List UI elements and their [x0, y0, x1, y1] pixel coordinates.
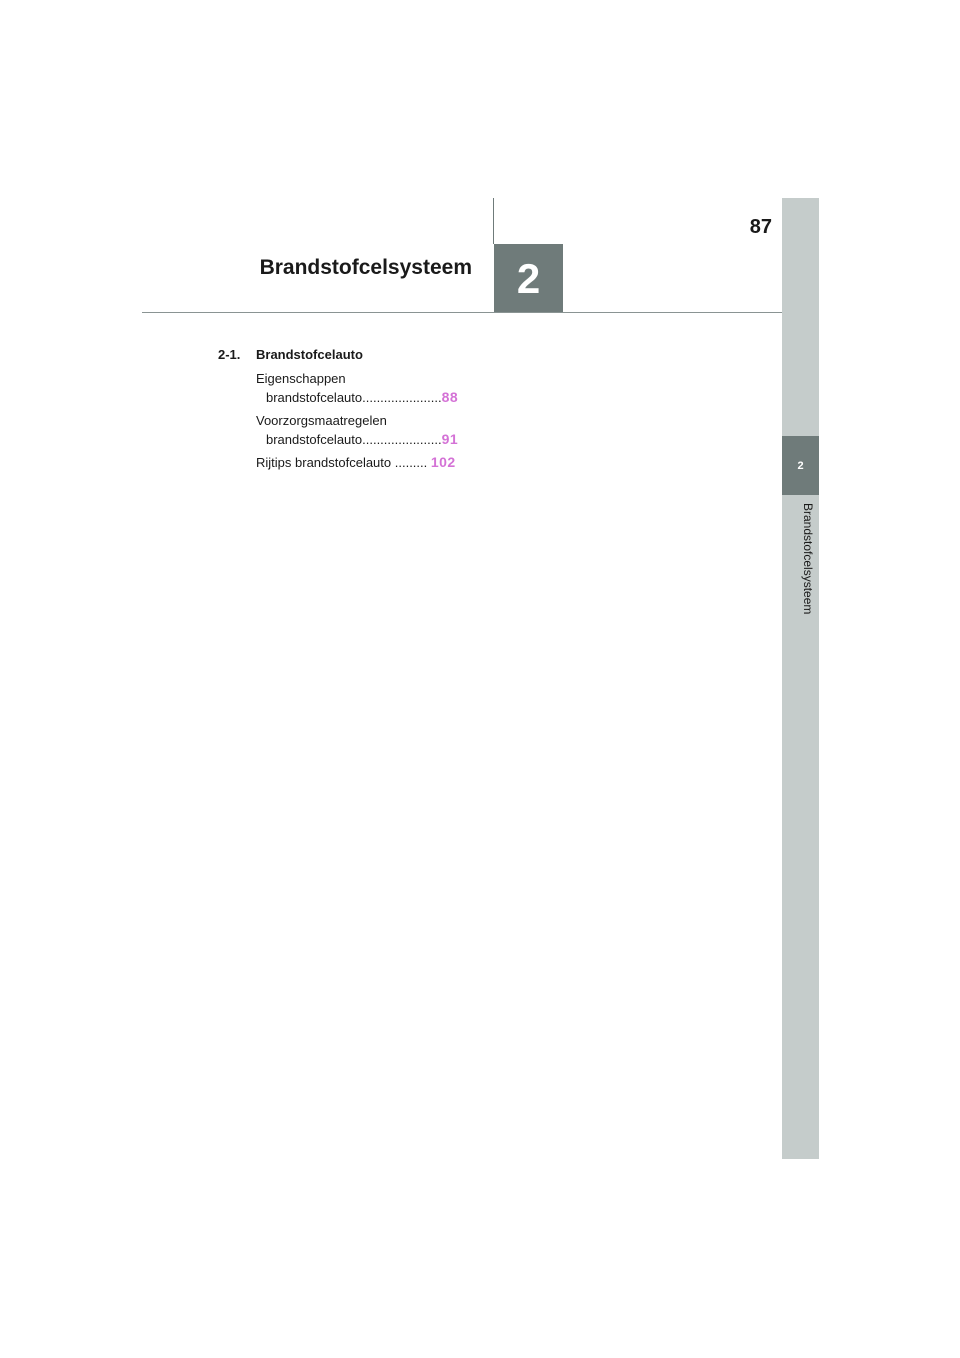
- side-tab-strip: [782, 198, 819, 1159]
- toc-entry[interactable]: [256, 453, 478, 472]
- side-tab-chapter-number[interactable]: 2: [782, 436, 819, 495]
- toc-entry-title: Eigenschappen: [256, 371, 346, 386]
- toc-entry-title-continued: [256, 430, 478, 449]
- toc-entry-leader: brandstofcelauto......................: [266, 432, 442, 447]
- table-of-contents: [218, 345, 478, 476]
- toc-section-number: 2-1.: [218, 347, 241, 362]
- toc-entry[interactable]: [256, 369, 478, 407]
- header-rule: [142, 312, 782, 313]
- chapter-title: Brandstofcelsysteem: [259, 256, 472, 279]
- toc-entry-page-link[interactable]: 102: [430, 454, 456, 470]
- side-tab-label: Brandstofcelsysteem: [801, 503, 815, 615]
- header-divider-vertical: [493, 198, 494, 244]
- toc-entry-leader: brandstofcelauto......................: [266, 390, 442, 405]
- toc-entry-title-line: [256, 453, 478, 472]
- toc-entry[interactable]: [256, 411, 478, 449]
- toc-section-title: Brandstofcelauto: [256, 347, 363, 362]
- toc-entry-title: Rijtips brandstofcelauto .........: [256, 455, 431, 470]
- page-number: 87: [749, 216, 772, 238]
- toc-entry-title: Voorzorgsmaatregelen: [256, 413, 387, 428]
- chapter-number-box: 2: [494, 244, 563, 313]
- toc-entry-page-link[interactable]: 88: [441, 389, 459, 405]
- toc-section-heading: [218, 345, 478, 364]
- toc-entry-page-link[interactable]: 91: [441, 431, 459, 447]
- toc-entry-title-continued: [256, 388, 478, 407]
